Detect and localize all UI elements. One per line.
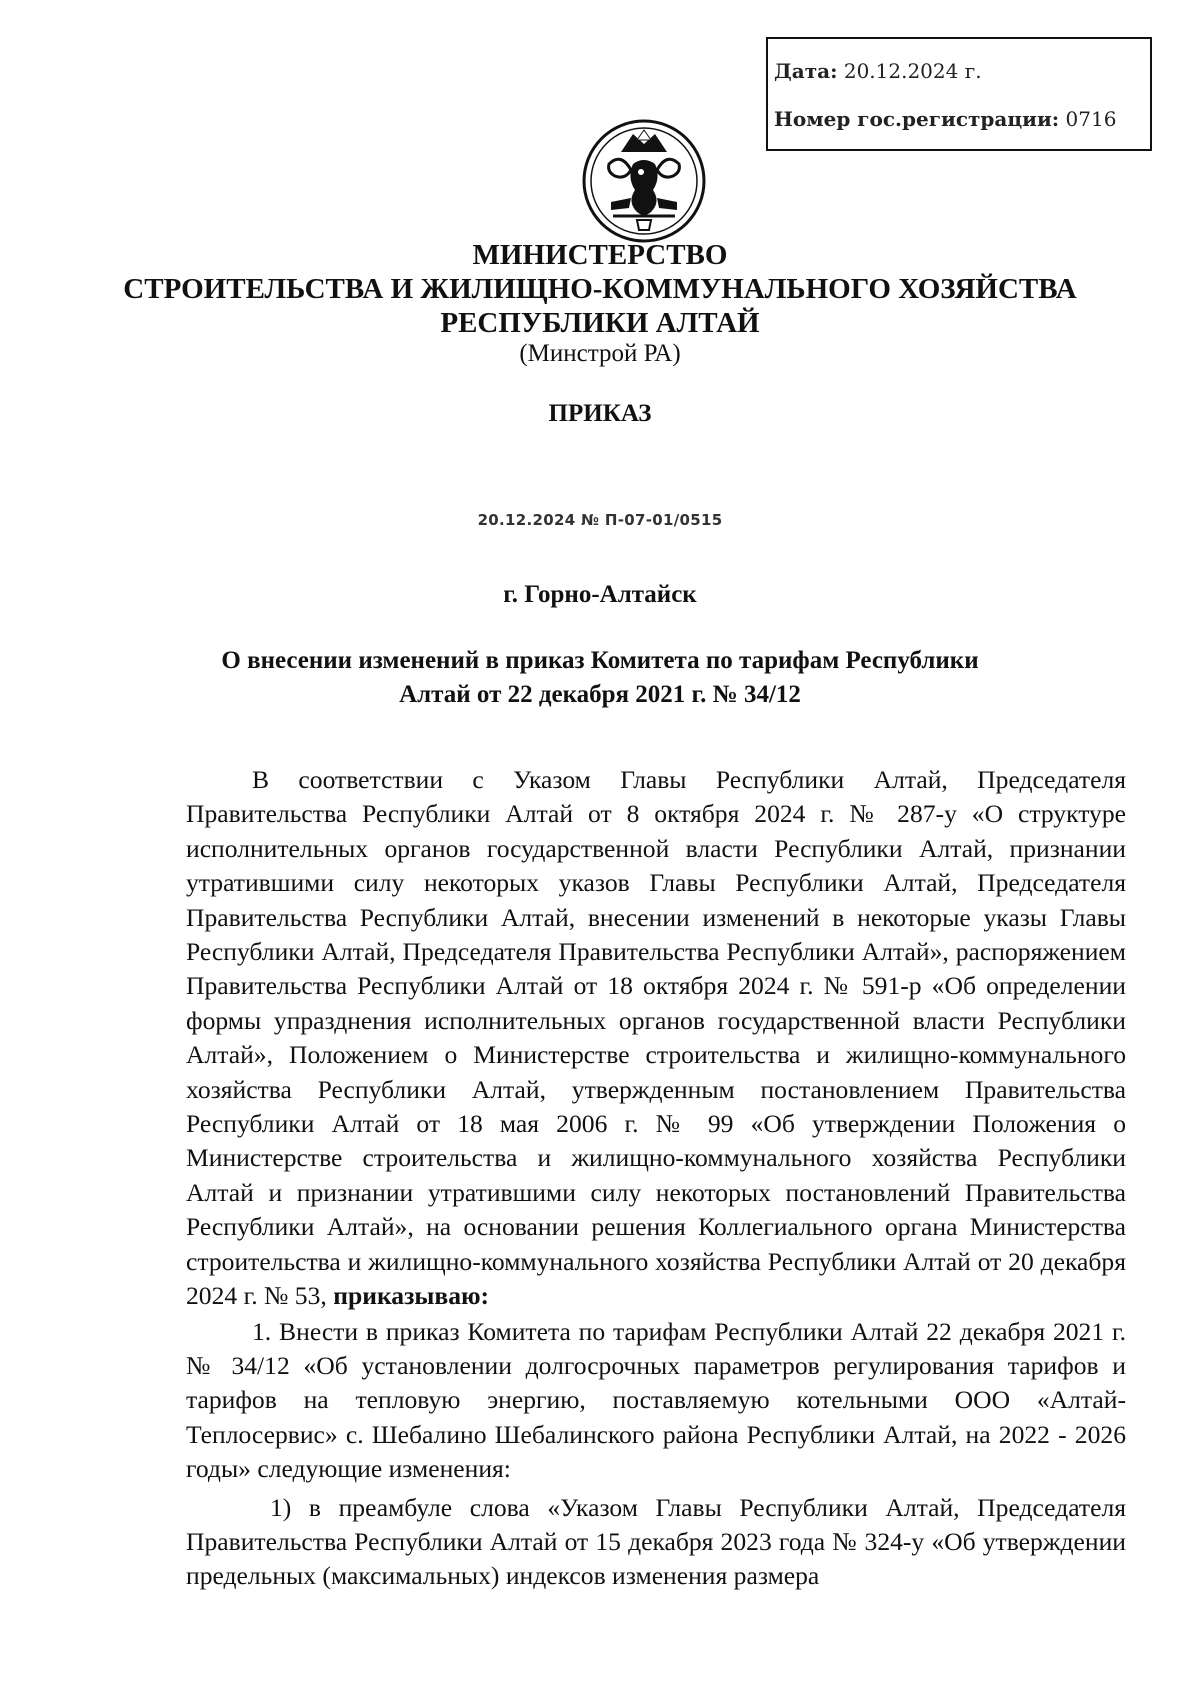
registration-number-value: 0716 [1065, 107, 1117, 131]
ministry-title-line-1: МИНИСТЕРСТВО [472, 239, 728, 271]
preamble-paragraph [186, 763, 1126, 1314]
registration-date [774, 59, 982, 83]
item-1-subitem-1-paragraph: 1) в преамбуле слова «Указом Главы Республики Алтай, Председателя Правительства Республики Алтай от 15 декабря 2023 года № 324-у «Об утверждении предельных (максимальных) индексов изменения размера [186, 1492, 1126, 1591]
coat-of-arms-icon [581, 118, 707, 244]
registration-number-label: Номер гос.регистрации: [774, 107, 1060, 131]
registration-stamp-box [766, 37, 1152, 151]
ministry-title-line-2: СТРОИТЕЛЬСТВА И ЖИЛИЩНО-КОММУНАЛЬНОГО ХОЗЯЙСТВА [123, 273, 1077, 305]
registration-date-label: Дата: [774, 59, 838, 83]
document-number-line: 20.12.2024 № П-07-01/0515 [477, 511, 723, 529]
registration-date-value: 20.12.2024 г. [843, 59, 982, 83]
item-1-paragraph: 1. Внести в приказ Комитета по тарифам Республики Алтай 22 декабря 2021 г. № 34/12 «Об установлении долгосрочных параметров регулирования тарифов и тарифов на тепловую энергию, поставляемую котельными ООО «Алтай-Теплосервис» с. Шебалино Шебалинского района Республики Алтай, на 2022 - 2026 годы» следующие изменения: [186, 1316, 1126, 1484]
ministry-abbreviation: (Минстрой РА) [519, 340, 681, 367]
document-title-line-2: Алтай от 22 декабря 2021 г. № 34/12 [399, 681, 801, 708]
document-title-line-1: О внесении изменений в приказ Комитета по тарифам Республики [221, 647, 979, 674]
registration-number [774, 107, 1116, 131]
preamble-emphasis: приказываю: [333, 1281, 490, 1311]
document-type: ПРИКАЗ [548, 400, 652, 427]
ministry-title-line-3: РЕСПУБЛИКИ АЛТАЙ [440, 307, 760, 339]
preamble-text: В соответствии с Указом Главы Республики Алтай, Председателя Правительства Республики Алтай от 8 октября 2024 г. № 287-у «О структуре исполнительных органов государственной власти Республики Алтай, признании утратившими силу некоторых указов Главы Республики Алтай, Председателя Правительства Республики Алтай, внесении изменений в некоторые указы Главы Республики Алтай, Председателя Правительства Республики Алтай», распоряжением Правительства Республики Алтай от 18 октября 2024 г. № 591-р «Об определении формы упразднения исполнительных органов государственной власти Республики Алтай», Положением о Министерстве строительства и жилищно-коммунального хозяйства Республики Алтай, утвержденным постановлением Правительства Республики Алтай от 18 мая 2006 г. № 99 «Об утверждении Положения о Министерстве строительства и жилищно-коммунального хозяйства Республики Алтай и признании утратившими силу некоторых постановлений Правительства Республики Алтай», на основании решения Коллегиального органа Министерства строительства и жилищно-коммунального хозяйства Республики Алтай от 20 декабря 2024 г. № 53, [186, 765, 1126, 1311]
document-city: г. Горно-Алтайск [503, 581, 697, 608]
document-body [186, 763, 1126, 1594]
